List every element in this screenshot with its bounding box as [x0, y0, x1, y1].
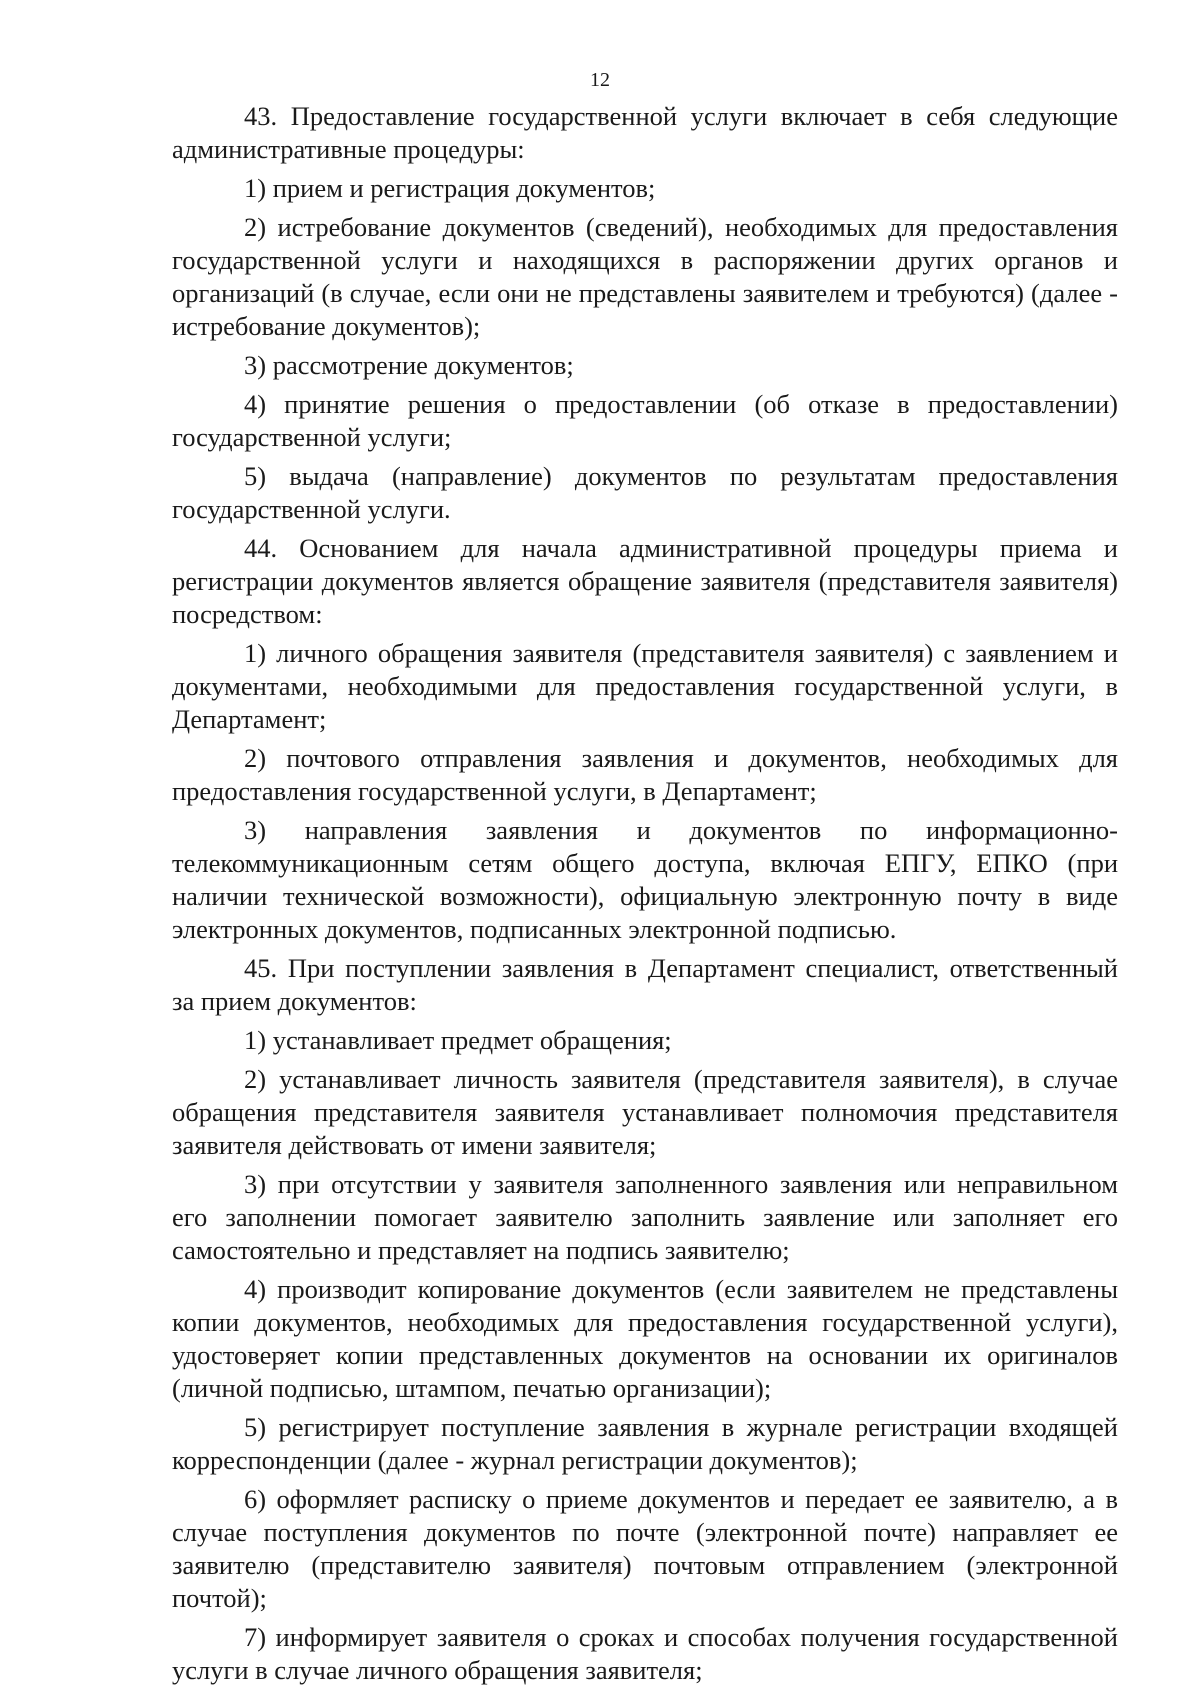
list-item: 3) рассмотрение документов; — [244, 350, 574, 380]
list-item: 3) направления заявления и документов по информационно-телекоммуникационным сетям общего доступа, включая ЕПГУ, ЕПКО (при наличии технической возможности), официальную электронную почту в виде электронных документов, подписанных электронной подписью. — [172, 815, 1118, 944]
list-item: 2) устанавливает личность заявителя (представителя заявителя), в случае обращения представителя заявителя устанавливает полномочия представителя заявителя действовать от имени заявителя; — [172, 1064, 1118, 1160]
document-body — [172, 100, 1118, 1693]
paragraph-45: 45. При поступлении заявления в Департамент специалист, ответственный за прием документов: — [172, 953, 1118, 1016]
list-item: 1) устанавливает предмет обращения; — [244, 1025, 672, 1055]
paragraph-44: 44. Основанием для начала административной процедуры приема и регистрации документов является обращение заявителя (представителя заявителя) посредством: — [172, 533, 1118, 629]
list-item: 3) при отсутствии у заявителя заполненного заявления или неправильном его заполнении помогает заявителю заполнить заявление или заполняет его самостоятельно и представляет на подпись заявителю; — [172, 1169, 1118, 1265]
list-item: 4) принятие решения о предоставлении (об отказе в предоставлении) государственной услуги; — [172, 389, 1118, 452]
list-item: 6) оформляет расписку о приеме документов и передает ее заявителю, а в случае поступления документов по почте (электронной почте) направляет ее заявителю (представителю заявителя) почтовым отправлением (электронной почтой); — [172, 1484, 1118, 1613]
page-number: 12 — [590, 69, 610, 91]
list-item: 5) регистрирует поступление заявления в журнале регистрации входящей корреспонденции (далее - журнал регистрации документов); — [172, 1412, 1118, 1475]
list-item: 1) личного обращения заявителя (представителя заявителя) с заявлением и документами, необходимыми для предоставления государственной услуги, в Департамент; — [172, 638, 1118, 734]
list-item: 4) производит копирование документов (если заявителем не представлены копии документов, необходимых для предоставления государственной услуги), удостоверяет копии представленных документов на основании их оригиналов (личной подписью, штампом, печатью организации); — [172, 1274, 1118, 1403]
list-item: 2) почтового отправления заявления и документов, необходимых для предоставления государственной услуги, в Департамент; — [172, 743, 1118, 806]
list-item: 1) прием и регистрация документов; — [244, 173, 656, 203]
list-item: 7) информирует заявителя о сроках и способах получения государственной услуги в случае личного обращения заявителя; — [172, 1622, 1118, 1685]
list-item: 5) выдача (направление) документов по результатам предоставления государственной услуги. — [172, 461, 1118, 524]
paragraph-43: 43. Предоставление государственной услуги включает в себя следующие административные процедуры: — [172, 101, 1118, 164]
list-item: 2) истребование документов (сведений), необходимых для предоставления государственной услуги и находящихся в распоряжении других органов и организаций (в случае, если они не представлены заявителем и требуются) (далее - истребование документов); — [172, 212, 1118, 341]
